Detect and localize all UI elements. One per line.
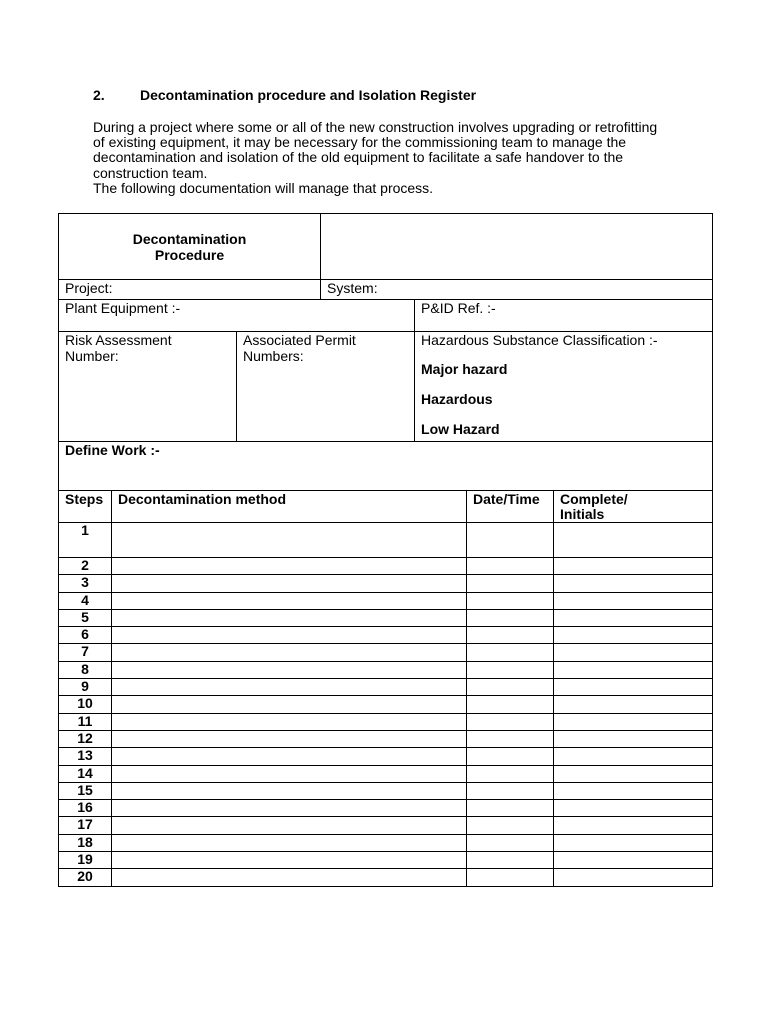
intro-line: During a project where some or all of the new construction involves upgrading or retrofitting xyxy=(93,119,658,135)
step-number: 12 xyxy=(59,730,112,747)
define-work-field[interactable] xyxy=(59,442,713,491)
datetime-cell[interactable] xyxy=(467,800,554,817)
initials-cell[interactable] xyxy=(554,800,713,817)
hazard-option-hazardous[interactable]: Hazardous xyxy=(421,391,493,407)
table-row xyxy=(59,627,713,644)
table-row xyxy=(59,782,713,799)
datetime-cell[interactable] xyxy=(467,869,554,886)
initials-cell[interactable] xyxy=(554,748,713,765)
datetime-cell[interactable] xyxy=(467,765,554,782)
initials-cell[interactable] xyxy=(554,782,713,799)
complete-header-line: Initials xyxy=(560,506,605,522)
datetime-cell[interactable] xyxy=(467,644,554,661)
initials-cell[interactable] xyxy=(554,852,713,869)
steps-table xyxy=(58,490,713,887)
initials-cell[interactable] xyxy=(554,765,713,782)
step-number: 19 xyxy=(59,852,112,869)
table-row xyxy=(59,869,713,886)
method-cell[interactable] xyxy=(112,679,467,696)
initials-cell[interactable] xyxy=(554,869,713,886)
initials-cell[interactable] xyxy=(554,713,713,730)
datetime-cell[interactable] xyxy=(467,627,554,644)
table-row xyxy=(59,713,713,730)
step-number: 15 xyxy=(59,782,112,799)
pid-ref-label: P&ID Ref. :- xyxy=(421,300,496,316)
permit-numbers-field[interactable] xyxy=(237,332,415,442)
system-label: System: xyxy=(327,280,378,296)
method-cell[interactable] xyxy=(112,558,467,575)
step-number: 18 xyxy=(59,834,112,851)
step-number: 7 xyxy=(59,644,112,661)
step-number: 10 xyxy=(59,696,112,713)
step-number: 2 xyxy=(59,558,112,575)
initials-cell[interactable] xyxy=(554,558,713,575)
datetime-header: Date/Time xyxy=(467,491,554,523)
initials-cell[interactable] xyxy=(554,523,713,558)
initials-cell[interactable] xyxy=(554,679,713,696)
method-cell[interactable] xyxy=(112,852,467,869)
table-row xyxy=(59,523,713,558)
complete-header-line: Complete/ xyxy=(560,491,628,507)
step-number: 17 xyxy=(59,817,112,834)
datetime-cell[interactable] xyxy=(467,609,554,626)
datetime-cell[interactable] xyxy=(467,782,554,799)
datetime-cell[interactable] xyxy=(467,696,554,713)
method-cell[interactable] xyxy=(112,523,467,558)
intro-paragraph xyxy=(93,120,693,196)
risk-assessment-field[interactable] xyxy=(59,332,237,442)
step-number: 14 xyxy=(59,765,112,782)
table-row xyxy=(59,852,713,869)
method-cell[interactable] xyxy=(112,609,467,626)
hazard-classification-field[interactable] xyxy=(415,332,713,442)
datetime-cell[interactable] xyxy=(467,592,554,609)
section-number: 2. xyxy=(93,87,105,103)
initials-cell[interactable] xyxy=(554,834,713,851)
table-row xyxy=(59,644,713,661)
table-row xyxy=(59,575,713,592)
table-row xyxy=(59,817,713,834)
step-number: 1 xyxy=(59,523,112,558)
step-number: 16 xyxy=(59,800,112,817)
decontamination-form xyxy=(58,213,713,491)
method-cell[interactable] xyxy=(112,713,467,730)
method-cell[interactable] xyxy=(112,592,467,609)
initials-cell[interactable] xyxy=(554,730,713,747)
datetime-cell[interactable] xyxy=(467,852,554,869)
step-number: 8 xyxy=(59,661,112,678)
hazard-option-major[interactable]: Major hazard xyxy=(421,361,508,377)
method-cell[interactable] xyxy=(112,765,467,782)
section-title: Decontamination procedure and Isolation Register xyxy=(140,87,477,103)
steps-header: Steps xyxy=(59,491,112,523)
step-number: 3 xyxy=(59,575,112,592)
table-row xyxy=(59,748,713,765)
step-number: 11 xyxy=(59,713,112,730)
table-row xyxy=(59,765,713,782)
plant-equipment-label: Plant Equipment :- xyxy=(65,300,181,316)
datetime-cell[interactable] xyxy=(467,713,554,730)
intro-line: decontamination and isolation of the old equipment to facilitate a safe handover to the xyxy=(93,149,624,166)
method-cell[interactable] xyxy=(112,730,467,747)
datetime-cell[interactable] xyxy=(467,679,554,696)
datetime-cell[interactable] xyxy=(467,834,554,851)
table-row xyxy=(59,679,713,696)
table-row xyxy=(59,558,713,575)
plant-equipment-field[interactable] xyxy=(59,300,415,332)
risk-assessment-label: Number: xyxy=(65,348,119,364)
method-cell[interactable] xyxy=(112,575,467,592)
method-cell[interactable] xyxy=(112,644,467,661)
form-title-line: Decontamination xyxy=(132,230,247,247)
table-row xyxy=(59,592,713,609)
step-number: 13 xyxy=(59,748,112,765)
step-number: 4 xyxy=(59,592,112,609)
method-cell[interactable] xyxy=(112,696,467,713)
pid-ref-field[interactable] xyxy=(415,300,713,332)
hazard-class-label: Hazardous Substance Classification :- xyxy=(421,332,658,348)
method-cell[interactable] xyxy=(112,834,467,851)
initials-cell[interactable] xyxy=(554,592,713,609)
table-row xyxy=(59,696,713,713)
initials-cell[interactable] xyxy=(554,627,713,644)
datetime-cell[interactable] xyxy=(467,661,554,678)
table-row xyxy=(59,800,713,817)
form-title-blank[interactable] xyxy=(321,214,713,280)
step-number: 20 xyxy=(59,869,112,886)
datetime-cell[interactable] xyxy=(467,748,554,765)
step-number: 5 xyxy=(59,609,112,626)
datetime-cell[interactable] xyxy=(467,523,554,558)
method-cell[interactable] xyxy=(112,800,467,817)
datetime-cell[interactable] xyxy=(467,817,554,834)
method-header: Decontamination method xyxy=(112,491,467,523)
intro-line: The following documentation will manage that process. xyxy=(93,179,434,196)
hazard-option-low[interactable]: Low Hazard xyxy=(421,421,500,437)
system-field[interactable] xyxy=(321,280,713,300)
datetime-cell[interactable] xyxy=(467,558,554,575)
method-cell[interactable] xyxy=(112,817,467,834)
intro-line: construction team. xyxy=(93,164,208,181)
intro-line: of existing equipment, it may be necessary for the commissioning team to manage the xyxy=(93,134,627,151)
define-work-label: Define Work :- xyxy=(65,442,160,458)
table-row xyxy=(59,730,713,747)
method-cell[interactable] xyxy=(112,869,467,886)
project-field[interactable] xyxy=(59,280,321,300)
permit-label: Associated Permit xyxy=(243,332,356,348)
step-number: 6 xyxy=(59,627,112,644)
method-cell[interactable] xyxy=(112,627,467,644)
complete-header xyxy=(554,491,713,523)
initials-cell[interactable] xyxy=(554,817,713,834)
table-row xyxy=(59,661,713,678)
form-title-line: Procedure xyxy=(154,246,225,263)
section-heading xyxy=(93,87,476,103)
initials-cell[interactable] xyxy=(554,644,713,661)
table-row xyxy=(59,609,713,626)
permit-label: Numbers: xyxy=(243,348,304,364)
datetime-cell[interactable] xyxy=(467,730,554,747)
project-label: Project: xyxy=(65,280,113,296)
step-number: 9 xyxy=(59,679,112,696)
initials-cell[interactable] xyxy=(554,661,713,678)
method-cell[interactable] xyxy=(112,782,467,799)
datetime-cell[interactable] xyxy=(467,575,554,592)
method-cell[interactable] xyxy=(112,661,467,678)
form-title xyxy=(59,214,321,280)
table-row xyxy=(59,834,713,851)
initials-cell[interactable] xyxy=(554,696,713,713)
initials-cell[interactable] xyxy=(554,575,713,592)
initials-cell[interactable] xyxy=(554,609,713,626)
method-cell[interactable] xyxy=(112,748,467,765)
risk-assessment-label: Risk Assessment xyxy=(65,332,172,348)
